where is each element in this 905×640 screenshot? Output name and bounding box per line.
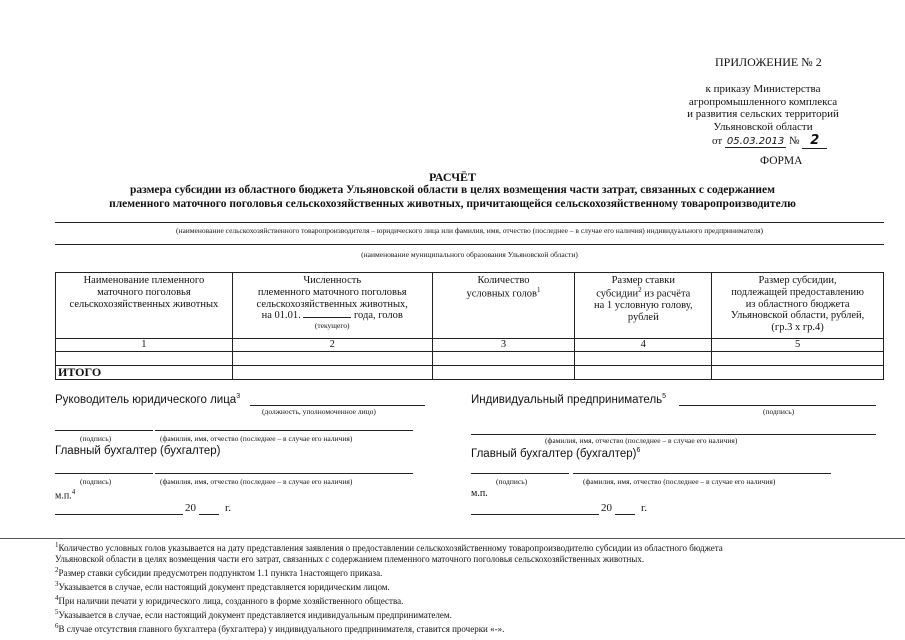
footnote-ref: 5 (662, 393, 667, 400)
table-cell (432, 365, 575, 379)
table-cell (232, 365, 432, 379)
table-cell (56, 351, 233, 365)
date-prefix: от (712, 135, 723, 147)
footnote-text: Количество условных голов указывается на дату представления заявления о предоставлении сельскохозяйственному товаропроизводителю субсидии из областного бюджета (58, 543, 723, 553)
footnote-text: Размер ставки субсидии предусмотрен подпунктом 1.1 пункта 1настоящего приказа. (58, 568, 383, 578)
header-text: из расчёта (644, 288, 691, 300)
table-row (56, 351, 884, 365)
footnote-item (55, 607, 895, 621)
head-signature-line (55, 430, 153, 431)
footnotes (55, 540, 895, 635)
head-position-line (250, 405, 425, 406)
header-text: субсидии (596, 288, 639, 300)
year-prefix-right: 20 (601, 502, 612, 514)
form-label: ФОРМА (760, 155, 803, 167)
header-caption: (текущего) (314, 321, 350, 330)
header-text: Размер субсидии, (758, 275, 837, 286)
stamp-place-left (55, 488, 75, 501)
footnote-text: В случае отсутствия главного бухгалтера (бухгалтера) у индивидуального предпринимателя, ставится прочерки «-». (58, 624, 505, 634)
appendix-line: агропромышленного комплекса (688, 95, 838, 108)
table-cell (712, 351, 884, 365)
header-text: Количество (477, 275, 530, 286)
year-line-right (615, 514, 635, 515)
producer-caption: (наименование сельскохозяйственного товаропроизводителя – юридического лица или фамилия, имя, отчество (последнее – в случае его наличия) индивидуального предпринимателя) (175, 226, 764, 235)
header-text: (гр.3 х гр.4) (771, 322, 824, 333)
stamp-label-right: м.п. (471, 488, 488, 499)
footnote-number: 5 (55, 608, 59, 616)
table-cell (712, 365, 884, 379)
document-title: РАСЧЁТ (428, 170, 477, 184)
footnote-number: 3 (55, 580, 59, 588)
ip-fio-line (471, 434, 876, 435)
appendix-line: к приказу Министерства (705, 83, 821, 95)
footnote-number: 4 (55, 594, 59, 602)
accountant-fio-caption: (фамилия, имя, отчество (последнее – в случае его наличия) (160, 477, 353, 486)
head-fio-caption: (фамилия, имя, отчество (последнее – в случае его наличия) (160, 434, 353, 443)
header-text: подлежащей предоставлению (731, 286, 864, 298)
year-suffix-right: г. (641, 502, 648, 514)
footnote-ref: 1 (537, 285, 541, 294)
header-subsidy-amount (712, 273, 884, 339)
header-text: племенного маточного поголовья (257, 286, 407, 298)
accountant-signature-line (55, 473, 153, 474)
header-text: из областного бюджета (745, 298, 850, 310)
head-fio-line (155, 430, 413, 431)
number-handwritten: 2 (802, 133, 827, 149)
header-text: Размер ставки (611, 275, 675, 286)
header-text: на 01.01. (261, 310, 301, 322)
ip-label: Индивидуальный предприниматель (471, 393, 663, 406)
ip-fio-caption: (фамилия, имя, отчество (последнее – в случае его наличия) (545, 436, 738, 445)
footnote-text: Ульяновской области в целях возмещения части его затрат, связанных с содержанием племенного маточного поголовья сельскохозяйственных животных. (55, 554, 645, 564)
year-blank (303, 317, 351, 318)
document-subtitle-line1: размера субсидии из областного бюджета Ульяновской области в целях возмещения части затрат, связанных с содержанием (129, 184, 775, 196)
header-text: маточного поголовья (97, 286, 191, 298)
footnote-separator (0, 538, 905, 539)
appendix-date-row (712, 133, 827, 148)
footnote-item (55, 593, 895, 607)
appendix-title: ПРИЛОЖЕНИЕ № 2 (715, 55, 822, 69)
table-cell (575, 351, 712, 365)
head-signature-caption: (подпись) (80, 434, 112, 443)
header-text: на 1 условную голову, (594, 300, 693, 311)
column-numbers-row (56, 339, 884, 352)
accountant-signature-caption: (подпись) (80, 477, 112, 486)
accountant-label-left: Главный бухгалтер (бухгалтер) (55, 445, 221, 457)
header-text-row (435, 287, 573, 300)
date-line-left (55, 514, 183, 515)
ip-accountant-signature-caption: (подпись) (496, 477, 528, 486)
header-text: сельскохозяйственных животных (69, 298, 219, 310)
document-subtitle-line2: племенного маточного поголовья сельскохозяйственных животных, причитающейся сельскохозяйственному товаропроизводителю (109, 198, 796, 210)
municipality-line (55, 244, 884, 245)
header-text: года, голов (353, 310, 403, 322)
header-animals-name (56, 273, 233, 339)
header-text: сельскохозяйственных животных, (256, 298, 408, 310)
header-text: условных голов (466, 288, 538, 300)
footnote-ref: 4 (71, 488, 76, 496)
number-label: № (788, 135, 800, 147)
footnote-ref: 2 (638, 285, 642, 294)
footnote-number: 6 (55, 622, 59, 630)
total-row (56, 365, 884, 379)
table-header-row (56, 273, 884, 339)
table-cell (232, 351, 432, 365)
table-cell (575, 365, 712, 379)
column-number: 3 (432, 339, 575, 352)
head-label-row (55, 393, 240, 406)
ip-accountant-signature-line (471, 473, 569, 474)
calculation-table (55, 272, 884, 380)
footnote-item (55, 554, 895, 565)
appendix-line: и развития сельских территорий (687, 108, 839, 120)
ip-accountant-fio-caption: (фамилия, имя, отчество (последнее – в случае его наличия) (583, 477, 776, 486)
header-text: Ульяновской области, рублей, (730, 310, 865, 322)
footnote-item (55, 621, 895, 635)
column-number: 4 (575, 339, 712, 352)
total-label: ИТОГО (56, 365, 233, 379)
header-text-row (577, 287, 709, 300)
accountant-label-right-row (471, 447, 640, 460)
footnote-item (55, 579, 895, 593)
ip-label-row (471, 393, 666, 406)
appendix-line: Ульяновской области (713, 120, 813, 133)
header-text: Наименование племенного (83, 275, 205, 286)
footnote-ref: 6 (636, 447, 641, 454)
header-conditional-heads (432, 273, 575, 339)
column-number: 2 (232, 339, 432, 352)
accountant-fio-line (155, 473, 413, 474)
footnote-item (55, 540, 895, 554)
footnote-text: Указывается в случае, если настоящий документ представляется юридическим лицом. (58, 582, 390, 592)
footnote-text: Указывается в случае, если настоящий документ представляется индивидуальным предпринимателем. (58, 610, 452, 620)
head-label: Руководитель юридического лица (55, 393, 237, 406)
head-position-caption: (должность, уполномоченное лицо) (262, 407, 376, 416)
accountant-label-right: Главный бухгалтер (бухгалтер) (471, 447, 637, 460)
header-text: рублей (627, 311, 659, 323)
year-line-left (199, 514, 219, 515)
table-cell (432, 351, 575, 365)
date-line-right (471, 514, 599, 515)
ip-signature-caption: (подпись) (763, 407, 795, 416)
date-handwritten: 05.03.2013 (726, 136, 785, 147)
header-animals-count (232, 273, 432, 339)
column-number: 5 (712, 339, 884, 352)
footnote-ref: 3 (236, 393, 241, 400)
column-number: 1 (56, 339, 233, 352)
stamp-label: м.п. (55, 490, 72, 502)
header-text: Численность (303, 275, 362, 286)
municipality-caption: (наименование муниципального образования Ульяновской области) (361, 250, 578, 259)
footnote-number: 1 (55, 541, 59, 549)
footnote-text: При наличии печати у юридического лица, созданного в форме хозяйственного общества. (58, 596, 404, 606)
ip-accountant-fio-line (573, 473, 831, 474)
footnote-number: 2 (55, 566, 59, 574)
ip-signature-line (679, 405, 876, 406)
appendix-order-text (668, 83, 858, 133)
footnote-item (55, 565, 895, 579)
producer-name-line (55, 222, 884, 223)
header-rate (575, 273, 712, 339)
year-prefix-left: 20 (185, 502, 196, 514)
year-suffix-left: г. (225, 502, 232, 514)
